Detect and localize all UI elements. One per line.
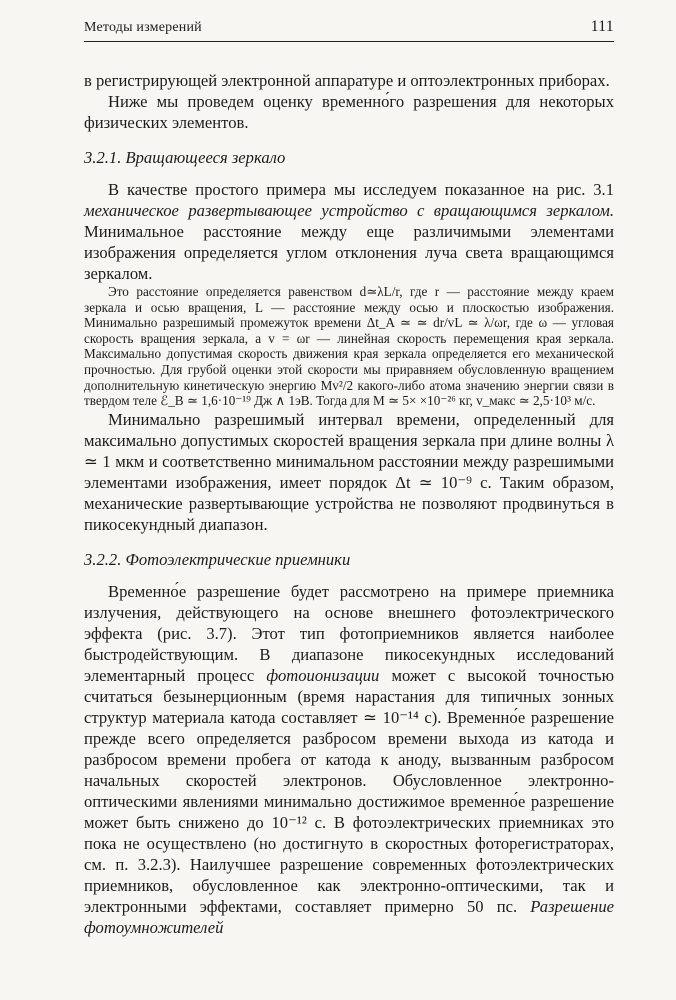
page-number: 111 (590, 18, 614, 35)
running-head (84, 18, 614, 42)
paragraph-mirror-emphasis: механическое развертывающее устройство с вращающимся зеркалом. (84, 201, 614, 220)
paragraph-intro: Ниже мы проведем оценку временно́го разрешения для некоторых физических элементов. (84, 92, 614, 132)
paragraph-continuation: в регистрирующей электронной аппаратуре и оптоэлектронных приборах. (84, 71, 610, 90)
small-print-note: Это расстояние определяется равенством d≃λL/r, где r — расстояние между краем зеркала и осью вращения, L — расстояние между осью и плоскостью изображения. Минимально разрешимый промежуток времени Δt_A ≃ ≃ dr/vL ≃ λ/ωr, где ω — угловая скорость вращения зеркала, а v = ωr — линейная скорость перемещения края зеркала. Максимально допустимая скорость движения края зеркала определяется его механической прочностью. Для грубой оценки этой скорости мы приравняем обусловленную вращением дополнительную кинетическую энергию Mv²/2 какого-либо атома значению энергии связи в твердом теле ℰ_B ≃ 1,6·10⁻¹⁹ Дж ∧ 1эВ. Тогда для M ≃ 5× ×10⁻²⁶ кг, v_макс ≃ 2,5·10³ м/с. (84, 284, 614, 409)
paragraph-photoelectric-text-c: может с высокой точностью считаться безынерционным (время нарастания для типичных зонных структур материала катода составляет ≃ 10⁻¹⁴ с). Временно́е разрешение прежде всего определяется разбросом времени выхода из катода и разбросом времени пробега от катода к аноду, вызванным разбросом начальных скоростей электронов. Обусловленное электронно-оптическими явлениями минимально достижимое временно́е разрешение может быть снижено до 10⁻¹² с. В фотоэлектрических приемниках это пока не осуществлено (но достигнуто в скоростных фоторегистраторах, см. п. 3.2.3). Наилучшее разрешение современных фотоэлектрических приемников, обусловленное как электронно-оптическими, так и электронными эффектами, составляет примерно 50 пс. (84, 665, 614, 916)
paragraph-photoelectric-emphasis-end: Разрешение фотоумножителей (84, 896, 614, 937)
chapter-title: Методы измерений (84, 20, 202, 35)
paragraph-mirror-text-c: Минимальное расстояние между еще различимыми элементами изображения определяется углом отклонения луча света вращающимся зеркалом. (84, 222, 614, 283)
section-heading-mirror: 3.2.1. Вращающееся зеркало (84, 148, 286, 167)
paragraph-mirror (84, 179, 614, 284)
paragraph-resolution: Минимально разрешимый интервал времени, определенный для максимально допустимых скоростей вращения зеркала при длине волны λ ≃ 1 мкм и соответственно минимальном расстоянии между разрешимыми элементами изображения, имеет порядок Δt ≃ 10⁻⁹ с. Таким образом, механические развертывающие устройства не позволяют продвинуться в пикосекундный диапазон. (84, 409, 614, 534)
paragraph-mirror-text-a: В качестве простого примера мы исследуем показанное на рис. 3.1 (108, 180, 614, 199)
paragraph-photoelectric (84, 581, 614, 938)
paragraph-photoelectric-text-a: Временно́е разрешение будет рассмотрено на примере приемника излучения, действующего на основе внешнего фотоэлектрического эффекта (рис. 3.7). Этот тип фотоприемников является наиболее быстродействующим. В диапазоне пикосекундных исследований элементарный процесс (84, 581, 614, 685)
paragraph-photoelectric-emphasis: фотоионизации (266, 665, 380, 685)
section-heading-photoelectric: 3.2.2. Фотоэлектрические приемники (84, 549, 351, 569)
